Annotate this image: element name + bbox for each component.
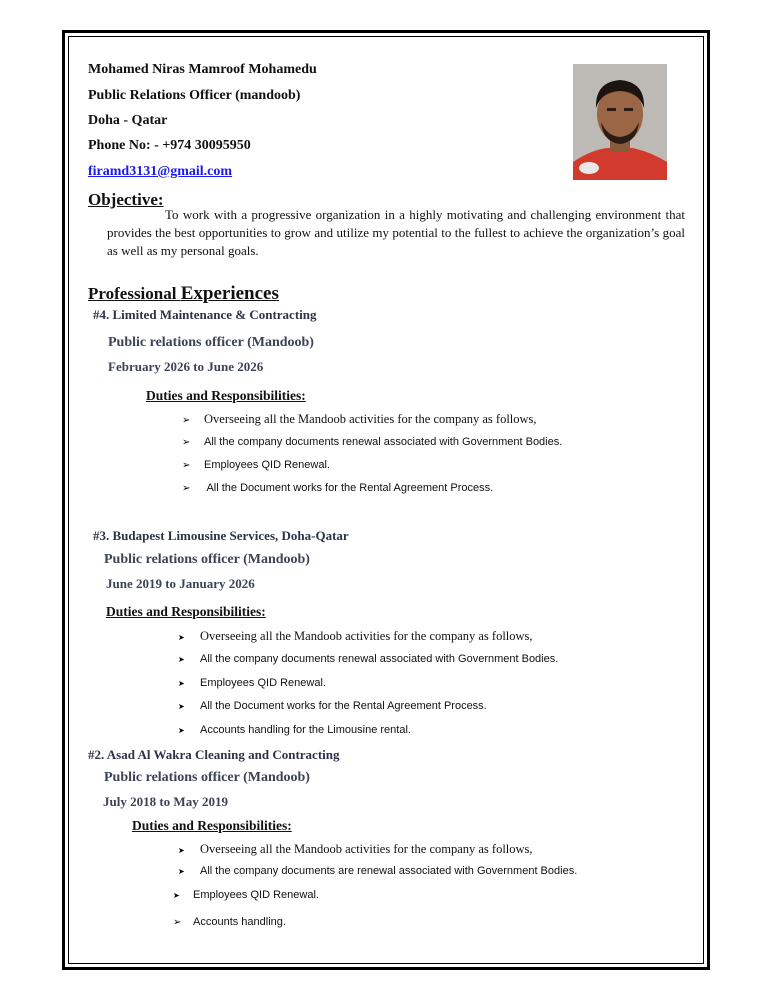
duties-heading: Duties and Responsibilities: xyxy=(146,388,306,403)
job-company: #3. Budapest Limousine Services, Doha-Qatar xyxy=(93,528,349,543)
duty-item: ➢ Overseeing all the Mandoob activities for the company as follows, xyxy=(182,412,537,426)
duty-item: ➤ Employees QID Renewal. xyxy=(178,677,326,689)
experience-heading-word1: Professional xyxy=(88,284,177,303)
candidate-name: Mohamed Niras Mamroof Mohamedu xyxy=(88,62,317,77)
duty-item: ➤ Overseeing all the Mandoob activities for the company as follows, xyxy=(178,629,533,643)
arrow-bullet-icon: ➤ xyxy=(178,867,185,876)
candidate-title: Public Relations Officer (mandoob) xyxy=(88,88,301,103)
duties-heading: Duties and Responsibilities: xyxy=(132,818,292,833)
email-link[interactable]: firamd3131@gmail.com xyxy=(88,164,233,179)
arrow-bullet-icon: ➢ xyxy=(173,917,182,928)
objective-text: To work with a progressive organization in a highly motivating and challenging environment that provides the best opportunities to grow and utilize my potential to the fullest to achieve the organization’s goal as well as my personal goals. xyxy=(107,207,685,258)
duty-item: ➤ Employees QID Renewal. xyxy=(173,889,319,901)
job-role: Public relations officer (Mandoob) xyxy=(104,770,310,785)
duty-item: ➢ Employees QID Renewal. xyxy=(182,459,330,471)
job-company: #2. Asad Al Wakra Cleaning and Contracting xyxy=(88,747,340,762)
experience-heading xyxy=(88,283,279,305)
arrow-bullet-icon: ➤ xyxy=(178,846,185,855)
arrow-bullet-icon: ➤ xyxy=(173,891,180,900)
duties-heading: Duties and Responsibilities: xyxy=(106,604,266,619)
duty-item: ➢ All the company documents renewal associated with Government Bodies. xyxy=(182,436,563,448)
arrow-bullet-icon: ➤ xyxy=(178,726,185,735)
job-company: #4. Limited Maintenance & Contracting xyxy=(93,307,317,322)
job-dates: June 2019 to January 2026 xyxy=(106,576,255,591)
arrow-bullet-icon: ➢ xyxy=(182,483,191,494)
arrow-bullet-icon: ➤ xyxy=(178,679,185,688)
job-dates: July 2018 to May 2019 xyxy=(103,794,228,809)
candidate-phone: Phone No: - +974 30095950 xyxy=(88,138,251,153)
duty-item: ➢ All the Document works for the Rental Agreement Process. xyxy=(182,482,494,494)
arrow-bullet-icon: ➢ xyxy=(182,437,191,448)
job-role: Public relations officer (Mandoob) xyxy=(104,552,310,567)
duty-item: ➢ Accounts handling. xyxy=(173,916,286,928)
arrow-bullet-icon: ➢ xyxy=(182,415,191,426)
arrow-bullet-icon: ➤ xyxy=(178,702,185,711)
profile-photo xyxy=(573,64,667,180)
duty-item: ➤ All the company documents renewal associated with Government Bodies. xyxy=(178,653,559,665)
experience-heading-word2: Experiences xyxy=(180,283,279,304)
duty-item: ➤ Accounts handling for the Limousine rental. xyxy=(178,724,411,736)
duty-item: ➤ All the company documents are renewal associated with Government Bodies. xyxy=(178,865,578,877)
job-role: Public relations officer (Mandoob) xyxy=(108,335,314,350)
arrow-bullet-icon: ➤ xyxy=(178,633,185,642)
arrow-bullet-icon: ➤ xyxy=(178,655,185,664)
duty-item: ➤ All the Document works for the Rental Agreement Process. xyxy=(178,700,487,712)
objective-heading: Objective: xyxy=(88,190,164,209)
candidate-location: Doha - Qatar xyxy=(88,113,168,128)
arrow-bullet-icon: ➢ xyxy=(182,460,191,471)
duty-item: ➤ Overseeing all the Mandoob activities for the company as follows, xyxy=(178,842,533,856)
job-dates: February 2026 to June 2026 xyxy=(108,359,264,374)
